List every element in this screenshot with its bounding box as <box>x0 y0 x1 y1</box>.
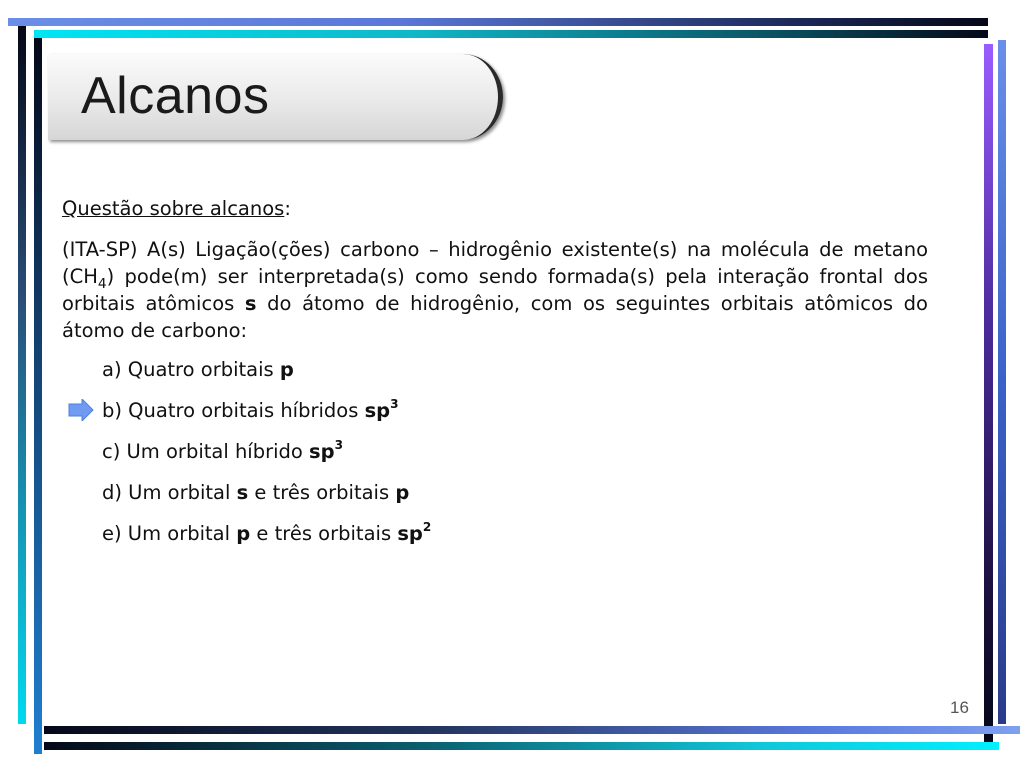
intro-heading: Questão sobre alcanos <box>62 197 285 220</box>
option-e-bold-2 <box>397 519 432 545</box>
question-part-2: ) pode(m) ser interpretada(s) como sendo formada(s) pela interação frontal dos orbitais atômicos <box>62 265 928 315</box>
intro-line <box>62 195 928 222</box>
top-border-bar <box>8 18 988 26</box>
option-d-mid: e três orbitais <box>248 481 396 504</box>
question-part-3: do átomo de hidrogênio, com os seguintes orbitais atômicos do átomo de carbono: <box>62 292 928 342</box>
option-e-mid: e três orbitais <box>250 522 398 545</box>
option-d-bold-1: s <box>236 481 249 504</box>
option-d-bold-2: p <box>395 481 410 504</box>
option-c-bold-text: sp <box>309 440 335 463</box>
option-e-sup: 2 <box>422 519 432 534</box>
title-banner <box>48 54 503 140</box>
option-e-bold-1: p <box>236 522 251 545</box>
option-b-sup: 3 <box>390 396 399 411</box>
slide-content <box>62 195 928 561</box>
page-number: 16 <box>950 698 969 717</box>
intro-suffix: : <box>284 197 291 220</box>
option-b-bold-text: sp <box>364 399 391 422</box>
option-d <box>102 479 928 506</box>
option-a-bold: p <box>279 358 294 381</box>
top-border-bar-inner <box>34 30 988 38</box>
option-a <box>102 356 928 383</box>
option-b-bold <box>364 396 399 422</box>
page-title: Alcanos <box>81 67 270 125</box>
left-border-bar <box>18 26 26 724</box>
option-e-bold-2-text: sp <box>397 522 423 545</box>
right-border-bar-outer <box>998 40 1006 724</box>
option-c-text: c) Um orbital híbrido <box>102 440 310 463</box>
question-part-1: (ITA-SP) A(s) Ligação(ções) carbono – hidrogênio existente(s) na molécula de metano (CH <box>62 238 928 288</box>
option-c-bold <box>309 437 344 463</box>
option-a-text: a) Quatro orbitais <box>102 358 280 381</box>
option-e <box>102 520 928 547</box>
question-subscript: 4 <box>97 275 107 292</box>
option-b <box>102 397 928 424</box>
option-c-sup: 3 <box>334 437 344 452</box>
option-c <box>102 438 928 465</box>
arrow-right-icon <box>68 399 94 421</box>
option-d-text: d) Um orbital <box>102 481 237 504</box>
left-border-bar-inner <box>34 38 42 754</box>
question-text <box>62 236 928 344</box>
option-e-text: e) Um orbital <box>102 522 237 545</box>
right-border-bar <box>984 44 993 744</box>
bottom-border-bar-inner <box>44 742 999 750</box>
bottom-border-bar <box>44 726 1020 734</box>
question-bold: s <box>244 292 257 315</box>
option-b-text: b) Quatro orbitais híbridos <box>102 399 365 422</box>
